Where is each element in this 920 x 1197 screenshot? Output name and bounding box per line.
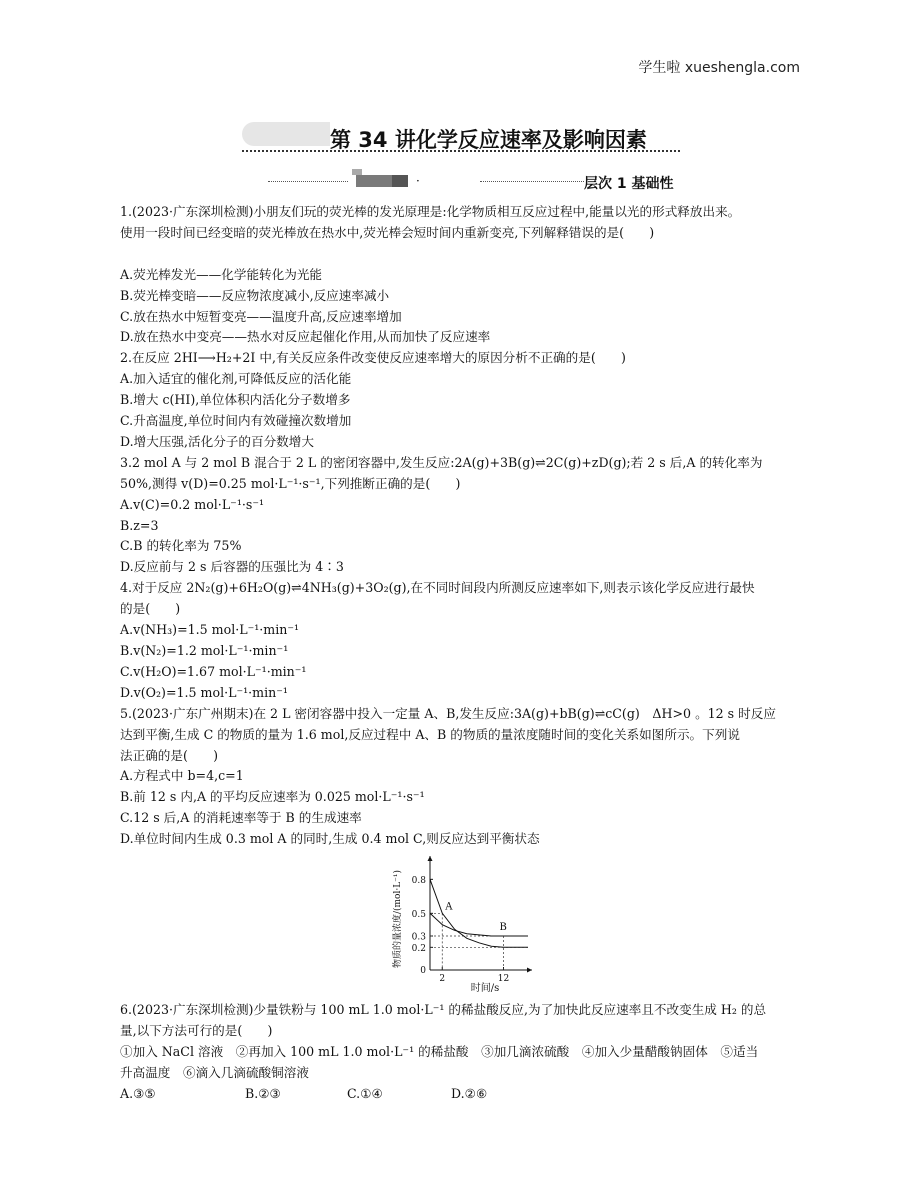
y-tick-label: 0.2 bbox=[411, 943, 426, 954]
q5-option-d: D.单位时间内生成 0.3 mol A 的同时,生成 0.4 mol C,则反应达到平衡状态 bbox=[120, 831, 540, 847]
q6-option-a: A.③⑤ bbox=[120, 1085, 156, 1101]
chart-svg bbox=[386, 848, 536, 994]
concentration-time-chart bbox=[386, 848, 536, 994]
y-tick-label: 0.3 bbox=[411, 932, 426, 943]
series-label-B: B bbox=[499, 922, 507, 933]
q5-option-b: B.前 12 s 内,A 的平均反应速率为 0.025 mol·L⁻¹·s⁻¹ bbox=[120, 789, 425, 805]
q3-option-a: A.v(C)=0.2 mol·L⁻¹·s⁻¹ bbox=[120, 496, 265, 512]
series-label-A: A bbox=[445, 901, 453, 913]
x-axis-label: 时间/s bbox=[470, 983, 500, 994]
q5-option-c: C.12 s 后,A 的消耗速率等于 B 的生成速率 bbox=[120, 810, 362, 826]
q1-option-c: C.放在热水中短暂变亮——温度升高,反应速率增加 bbox=[120, 308, 402, 324]
watermark: 学生啦 xueshengla.com bbox=[638, 60, 800, 76]
q3-option-c: C.B 的转化率为 75% bbox=[120, 538, 242, 554]
q3-stem: 3.2 mol A 与 2 mol B 混合于 2 L 的密闭容器中,发生反应:2A(g)+3B(g)⇌2C(g)+zD(g);若 2 s 后,A 的转化率为 bbox=[120, 454, 763, 470]
q3-option-d: D.反应前与 2 s 后容器的压强比为 4∶3 bbox=[120, 559, 344, 575]
q4-option-c: C.v(H₂O)=1.67 mol·L⁻¹·min⁻¹ bbox=[120, 663, 307, 679]
q4-option-a: A.v(NH₃)=1.5 mol·L⁻¹·min⁻¹ bbox=[120, 622, 300, 638]
q6-stem-cont: 量,以下方法可行的是( ) bbox=[120, 1022, 273, 1038]
q1-option-b: B.荧光棒变暗——反应物浓度减小,反应速率减小 bbox=[120, 287, 390, 303]
q2-stem: 2.在反应 2HI⟶H₂+2I 中,有关反应条件改变使反应速率增大的原因分析不正确的是( ) bbox=[120, 350, 626, 366]
title-underline bbox=[242, 150, 680, 152]
x-axis-arrow bbox=[527, 968, 532, 973]
page-title: 第 34 讲化学反应速率及影响因素 bbox=[330, 128, 647, 152]
q1-option-d: D.放在热水中变亮——热水对反应起催化作用,从而加快了反应速率 bbox=[120, 329, 491, 345]
q6-stem: 6.(2023·广东深圳检测)少量铁粉与 100 mL 1.0 mol·L⁻¹ 的稀盐酸反应,为了加快此反应速率且不改变生成 H₂ 的总 bbox=[120, 1002, 767, 1018]
q2-option-a: A.加入适宜的催化剂,可降低反应的活化能 bbox=[120, 371, 352, 387]
q6-option-d: D.②⑥ bbox=[451, 1085, 488, 1101]
q4-stem: 4.对于反应 2N₂(g)+6H₂O(g)⇌4NH₃(g)+3O₂(g),在不同时间段内所测反应速率如下,则表示该化学反应进行最快 bbox=[120, 580, 755, 596]
y-axis-label: 物质的量浓度/(mol·L⁻¹) bbox=[393, 869, 403, 969]
q5-stem-cont: 达到平衡,生成 C 的物质的量为 1.6 mol,反应过程中 A、B 的物质的量浓度随时间的变化关系如图所示。下列说 bbox=[120, 726, 740, 742]
x-tick-label: 2 bbox=[439, 974, 446, 984]
q1-stem: 1.(2023·广东深圳检测)小朋友们玩的荧光棒的发光原理是:化学物质相互反应过程中,能量以光的形式释放出来。 bbox=[120, 204, 741, 219]
level-divider-right bbox=[480, 181, 584, 182]
level-heading: 层次 1 基础性 bbox=[584, 176, 674, 192]
x-tick-label: 12 bbox=[497, 974, 510, 984]
q6-choices-line1: ①加入 NaCl 溶液 ②再加入 100 mL 1.0 mol·L⁻¹ 的稀盐酸 ③加几滴浓硫酸 ④加入少量醋酸钠固体 ⑤适当 bbox=[120, 1043, 759, 1059]
q6-options bbox=[120, 1084, 800, 1105]
q5-stem-cont2: 法正确的是( ) bbox=[120, 747, 218, 763]
level-divider-left bbox=[268, 181, 348, 182]
level-bullet: · bbox=[416, 174, 420, 188]
series-line-A bbox=[430, 879, 528, 947]
level-decoration bbox=[352, 169, 412, 187]
q2-option-c: C.升高温度,单位时间内有效碰撞次数增加 bbox=[120, 413, 352, 429]
y-tick-label: 0.8 bbox=[411, 875, 426, 886]
y-tick-label: 0 bbox=[420, 966, 426, 976]
q2-option-b: B.增大 c(HI),单位体积内活化分子数增多 bbox=[120, 392, 351, 408]
y-tick-label: 0.5 bbox=[411, 909, 426, 920]
q6-option-b: B.②③ bbox=[245, 1085, 281, 1101]
q4-stem-cont: 的是( ) bbox=[120, 601, 181, 617]
q1-stem-cont: 使用一段时间已经变暗的荧光棒放在热水中,荧光棒会短时间内重新变亮,下列解释错误的是( ) bbox=[120, 224, 655, 240]
q6-option-c: C.①④ bbox=[347, 1085, 383, 1101]
q5-stem: 5.(2023·广东广州期末)在 2 L 密闭容器中投入一定量 A、B,发生反应:3A(g)+bB(g)⇌cC(g) ΔH>0 。12 s 时反应 bbox=[120, 705, 776, 721]
q6-choices-line2: 升高温度 ⑥滴入几滴硫酸铜溶液 bbox=[120, 1064, 309, 1080]
q5-option-a: A.方程式中 b=4,c=1 bbox=[120, 768, 244, 784]
q3-stem-cont: 50%,测得 v(D)=0.25 mol·L⁻¹·s⁻¹,下列推断正确的是( ) bbox=[120, 475, 461, 491]
q3-option-b: B.z=3 bbox=[120, 517, 159, 533]
q4-option-d: D.v(O₂)=1.5 mol·L⁻¹·min⁻¹ bbox=[120, 684, 288, 700]
title-decoration bbox=[242, 122, 330, 146]
y-axis-arrow bbox=[428, 856, 433, 861]
q1-option-a: A.荧光棒发光——化学能转化为光能 bbox=[120, 266, 323, 282]
q2-option-d: D.增大压强,活化分子的百分数增大 bbox=[120, 433, 314, 449]
q4-option-b: B.v(N₂)=1.2 mol·L⁻¹·min⁻¹ bbox=[120, 643, 289, 659]
